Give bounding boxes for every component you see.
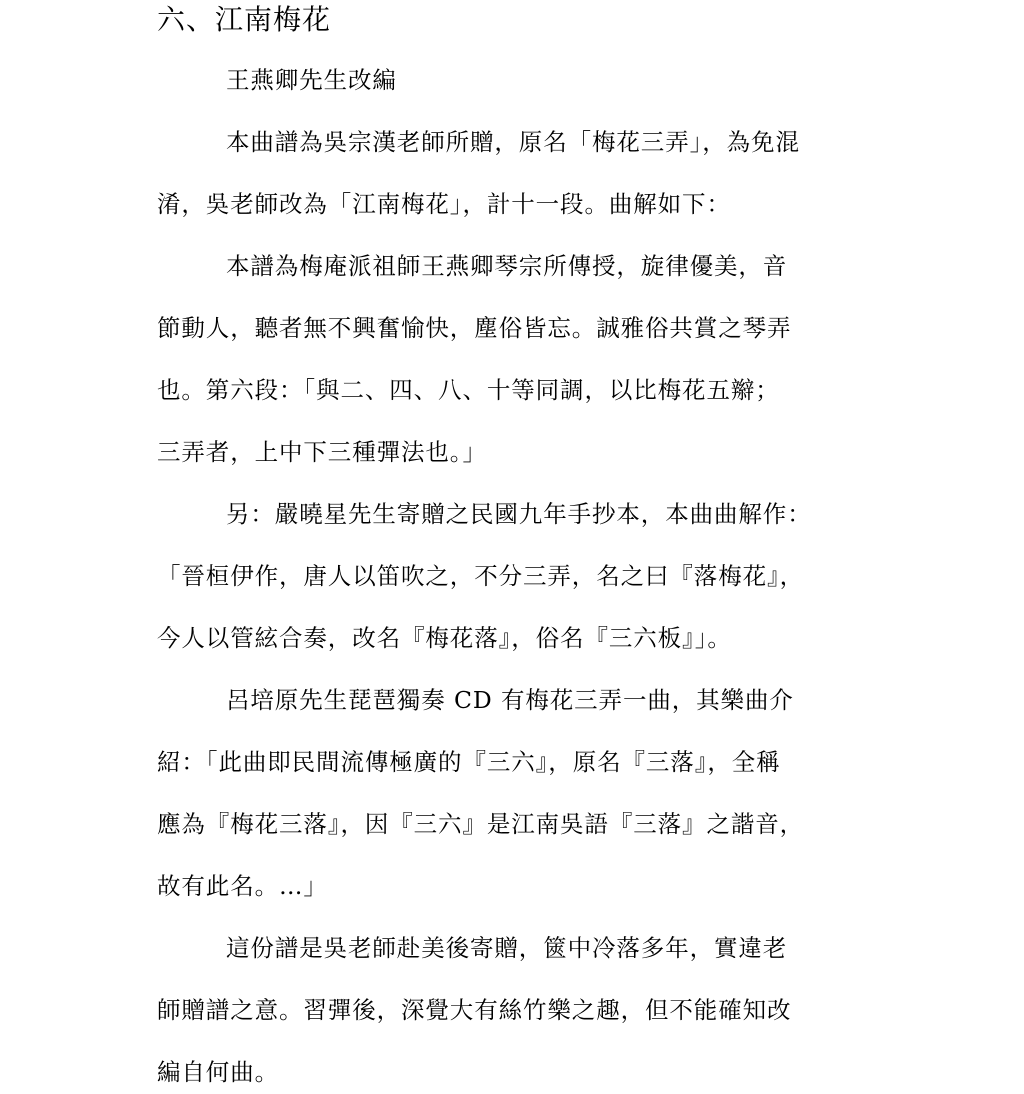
paragraph-line: 本曲譜為吳宗漢老師所贈，原名「梅花三弄」，為免混	[226, 128, 800, 156]
paragraph-line: 呂培原先生琵琶獨奏 CD 有梅花三弄一曲，其樂曲介	[226, 686, 794, 714]
paragraph-line: 另：嚴曉星先生寄贈之民國九年手抄本，本曲曲解作：	[226, 500, 812, 528]
paragraph-line: 本譜為梅庵派祖師王燕卿琴宗所傳授，旋律優美，音	[226, 252, 788, 280]
paragraph-line: 故有此名。…」	[157, 872, 328, 900]
section-heading: 六、江南梅花	[157, 3, 332, 36]
paragraph-line: 師贈譜之意。習彈後，深覺大有絲竹樂之趣，但不能確知改	[157, 996, 792, 1024]
paragraph-line: 應為『梅花三落』，因『三六』是江南吳語『三落』之諧音，	[157, 810, 805, 838]
paragraph-line: 節動人，聽者無不興奮愉快，塵俗皆忘。誠雅俗共賞之琴弄	[157, 314, 792, 342]
paragraph-line: 今人以管絃合奏，改名『梅花落』，俗名『三六板』」。	[157, 624, 732, 652]
paragraph-line: 紹：「此曲即民間流傳極廣的『三六』，原名『三落』，全稱	[157, 748, 781, 776]
paragraph-line: 「晉桓伊作，唐人以笛吹之，不分三弄，名之曰『落梅花』，	[157, 562, 805, 590]
arranger-line: 王燕卿先生改編	[226, 66, 397, 94]
paragraph-line: 淆，吳老師改為「江南梅花」，計十一段。曲解如下：	[157, 190, 731, 218]
paragraph-line: 三弄者，上中下三種彈法也。」	[157, 438, 487, 466]
paragraph-line: 也。第六段：「與二、四、八、十等同調，以比梅花五辮；	[157, 376, 780, 404]
paragraph-line: 這份譜是吳老師赴美後寄贈，篋中冷落多年，實違老	[226, 934, 788, 962]
paragraph-line: 編自何曲。	[157, 1058, 279, 1086]
